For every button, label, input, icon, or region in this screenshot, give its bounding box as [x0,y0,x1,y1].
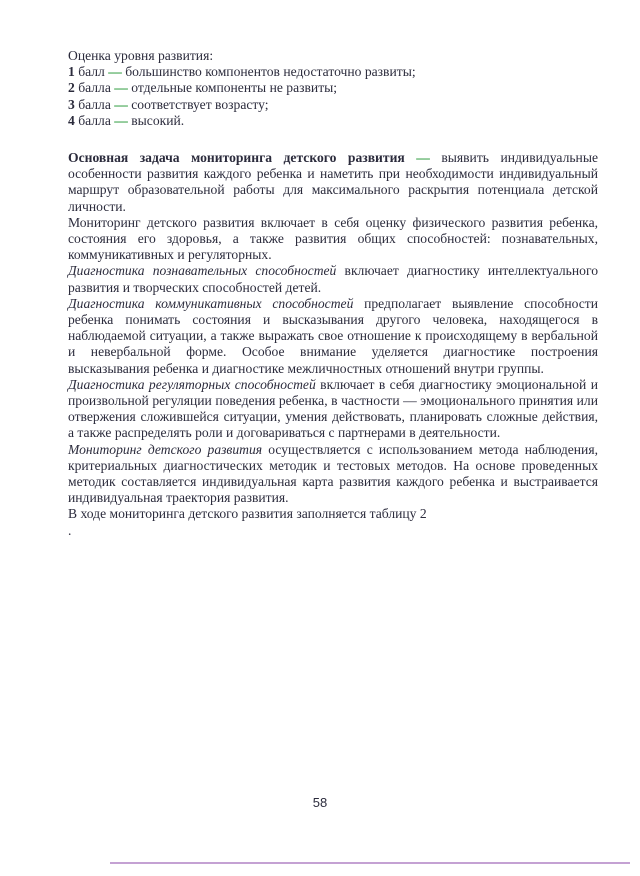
scale-item-unit: балла [74,96,115,112]
stray-dot: . [68,522,72,538]
scale-item-unit: балла [74,80,115,96]
paragraph-lead-italic: Диагностика познавательных способностей [68,263,337,279]
paragraph-cognitive-diagnostics [68,263,598,295]
paragraph-text: осуществляется с использованием метода наблюдения, критериальных диагностических методик и тестовых методов. На основе проведенных методик составляется индивидуальная карта развития каждого ребенка и выстраивается индивидуальная траектория развития. [68,441,598,506]
paragraph-table-reference [68,506,598,522]
scale-item-number: 3 [68,96,75,112]
scale-item-text: большинство компонентов недостаточно развиты; [121,64,416,80]
paragraph-text: предполагает выявление способности ребенка понимать состояния и высказывания другого человека, находящегося в наблюдаемой ситуации, а также выражать свое отношение к происходящему в вербальной и невербальной форме. Особое внимание уделяется диагностике построения высказывания ребенка и диагностике межличностных отношений внутри группы. [68,295,598,376]
bottom-border-line [110,862,630,864]
scale-item-number: 4 [68,112,75,128]
scale-item-dash: — [114,80,128,96]
paragraph-text: В ходе мониторинга детского развития заполняется таблицу 2 [68,506,427,522]
scale-item-2 [68,80,598,96]
scale-item-unit: балла [74,112,115,128]
scale-title: Оценка уровня развития: [68,48,214,63]
paragraph-lead-italic: Мониторинг детского развития [68,441,263,457]
document-page [68,48,598,539]
paragraph-regulatory-diagnostics [68,377,598,442]
scale-item-text: высокий. [127,112,185,128]
scale-item-3 [68,97,598,113]
paragraph-lead-bold: Основная задача мониторинга детского развития [68,150,405,166]
paragraph-communicative-diagnostics [68,296,598,377]
scale-item-1 [68,64,598,80]
scale-item-text: отдельные компоненты не развиты; [127,80,338,96]
scale-item-dash: — [114,96,128,112]
paragraph-text: включает в себя диагностику эмоциональной и произвольной регуляции поведения ребенка, в частности — эмоционального принятия или отвержения сложившейся ситуации, умения действовать, планировать сложные действия, а также распределять роли и договариваться с партнерами в деятельности. [68,376,598,441]
scale-item-unit: балл [74,64,109,80]
assessment-scale [68,48,598,129]
scale-item-dash: — [114,112,128,128]
scale-item-number: 2 [68,80,75,96]
scale-item-number: 1 [68,64,75,80]
paragraph-lead-italic: Диагностика коммуникативных способностей [68,295,354,311]
paragraph-dash: — [404,150,442,166]
paragraph-main-task [68,150,598,215]
page-number: 58 [312,795,328,810]
paragraph-text: включает диагностику интеллектуального развития и творческих способностей детей. [68,263,598,295]
paragraph-lead-italic: Диагностика регуляторных способностей [68,376,316,392]
scale-item-4 [68,113,598,129]
paragraph-text: выявить индивидуальные особенности развития каждого ребенка и наметить при необходимости индивидуальный маршрут образовательной работы для максимального раскрытия потенциала детской личности. [68,150,598,214]
scale-item-text: соответствует возрасту; [127,96,269,112]
paragraph-monitoring-includes [68,215,598,264]
scale-item-dash: — [108,64,122,80]
paragraph-monitoring-methods [68,442,598,507]
paragraph-text: Мониторинг детского развития включает в себя оценку физического развития ребенка, состояния его здоровья, а также развития общих способностей: познавательных, коммуникативных и регуляторных. [68,214,598,263]
